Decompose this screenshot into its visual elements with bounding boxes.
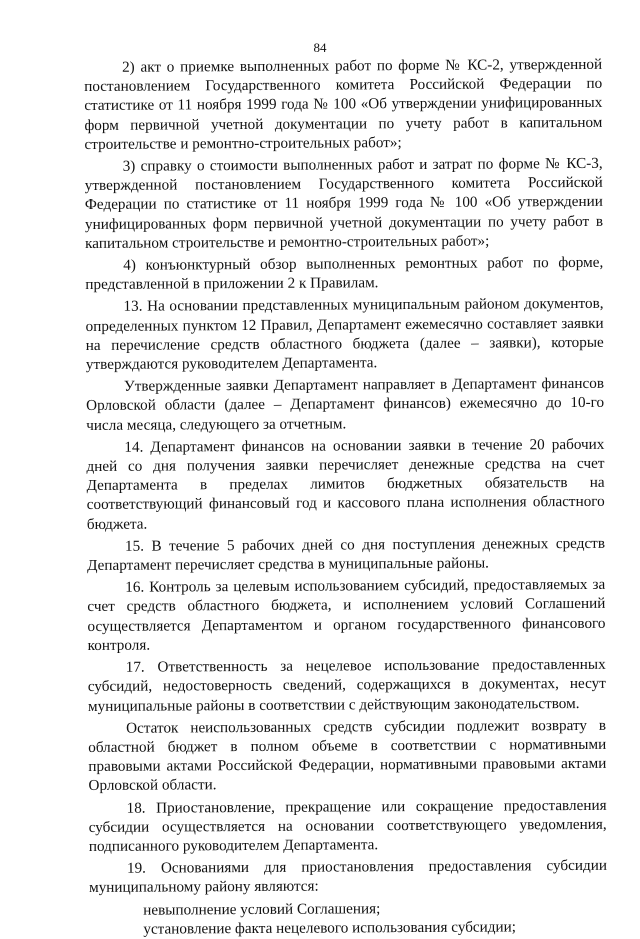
page-number: 84: [313, 40, 327, 55]
paragraph-clause-17: 17. Ответственность за нецелевое использование предоставленных субсидий, недостоверность сведений, содержащихся в документах, несут муниципальные районы в соответствии с действующим законодательством.: [87, 655, 606, 715]
paragraph-item-3-certificate-ks3: 3) справку о стоимости выполненных работ и затрат по форме № КС-3, утвержденной постановлением Государственного комитета Российской Федерации по статистике от 11 ноября 1999 года № 100 «Об утверждении унифицированных форм первичной учетной документации по учету работ в капитальном строительстве и ремонтно-строительных работ»;: [84, 154, 604, 252]
paragraph-approved-requests: Утвержденные заявки Департамент направляет в Департамент финансов Орловской области (далее – Департамент финансов) ежемесячно до 10-го числа месяца, следующего за отчетным.: [86, 375, 605, 434]
list-item-non-compliance: невыполнение условий Соглашения;: [143, 899, 381, 919]
paragraph-clause-13: 13. На основании представленных муниципальным районом документов, определенных пунктом 12 Правил, Департамент ежемесячно составляет заявки на перечисление средств областного бюджета (далее – заявки), которые утверждаются руководителем Департамента.: [85, 295, 604, 374]
paragraph-clause-18: 18. Приостановление, прекращение или сокращение предоставления субсидии осуществляется на основании соответствующего уведомления, подписанного руководителем Департамента.: [88, 796, 607, 855]
paragraph-item-4-market-review: 4) конъюнктурный обзор выполненных ремонтных работ по форме, представленной в приложении 2 к Правилам.: [85, 253, 604, 294]
paragraph-clause-15: 15. В течение 5 рабочих дней со дня поступления денежных средств Департамент перечисляет средства в муниципальные районы.: [87, 534, 606, 575]
paragraph-unused-balance: Остаток неиспользованных средств субсидии подлежит возврату в областной бюджет в полном объеме в соответствии с нормативными правовыми актами Российской Федерации, нормативными правовыми актами Орловской области.: [88, 716, 607, 795]
paragraph-clause-19: 19. Основаниями для приостановления предоставления субсидии муниципальному району являются:: [89, 856, 607, 897]
list-item-misuse: установление факта нецелевого использования субсидии;: [143, 918, 517, 938]
paragraph-item-2-act-ks2: 2) акт о приемке выполненных работ по форме № КС-2, утвержденной постановлением Государственного комитета Российской Федерации по статистике от 11 ноября 1999 года № 100 «Об утверждении унифицированных форм первичной учетной документации по учету работ в капитальном строительстве и ремонтно-строительных работ»;: [84, 55, 603, 153]
paragraph-clause-14: 14. Департамент финансов на основании заявки в течение 20 рабочих дней со дня получения заявки перечисляет денежные средства на счет Департамента в пределах лимитов бюджетных обязательств на соответствующий финансовый год и кассового плана исполнения областного бюджета.: [86, 435, 605, 533]
paragraph-clause-16: 16. Контроль за целевым использованием субсидий, предоставляемых за счет средств областного бюджета, и исполнением условий Соглашений осуществляется Департаментом и органом государственного финансового контроля.: [87, 576, 606, 654]
document-body: [84, 55, 607, 939]
